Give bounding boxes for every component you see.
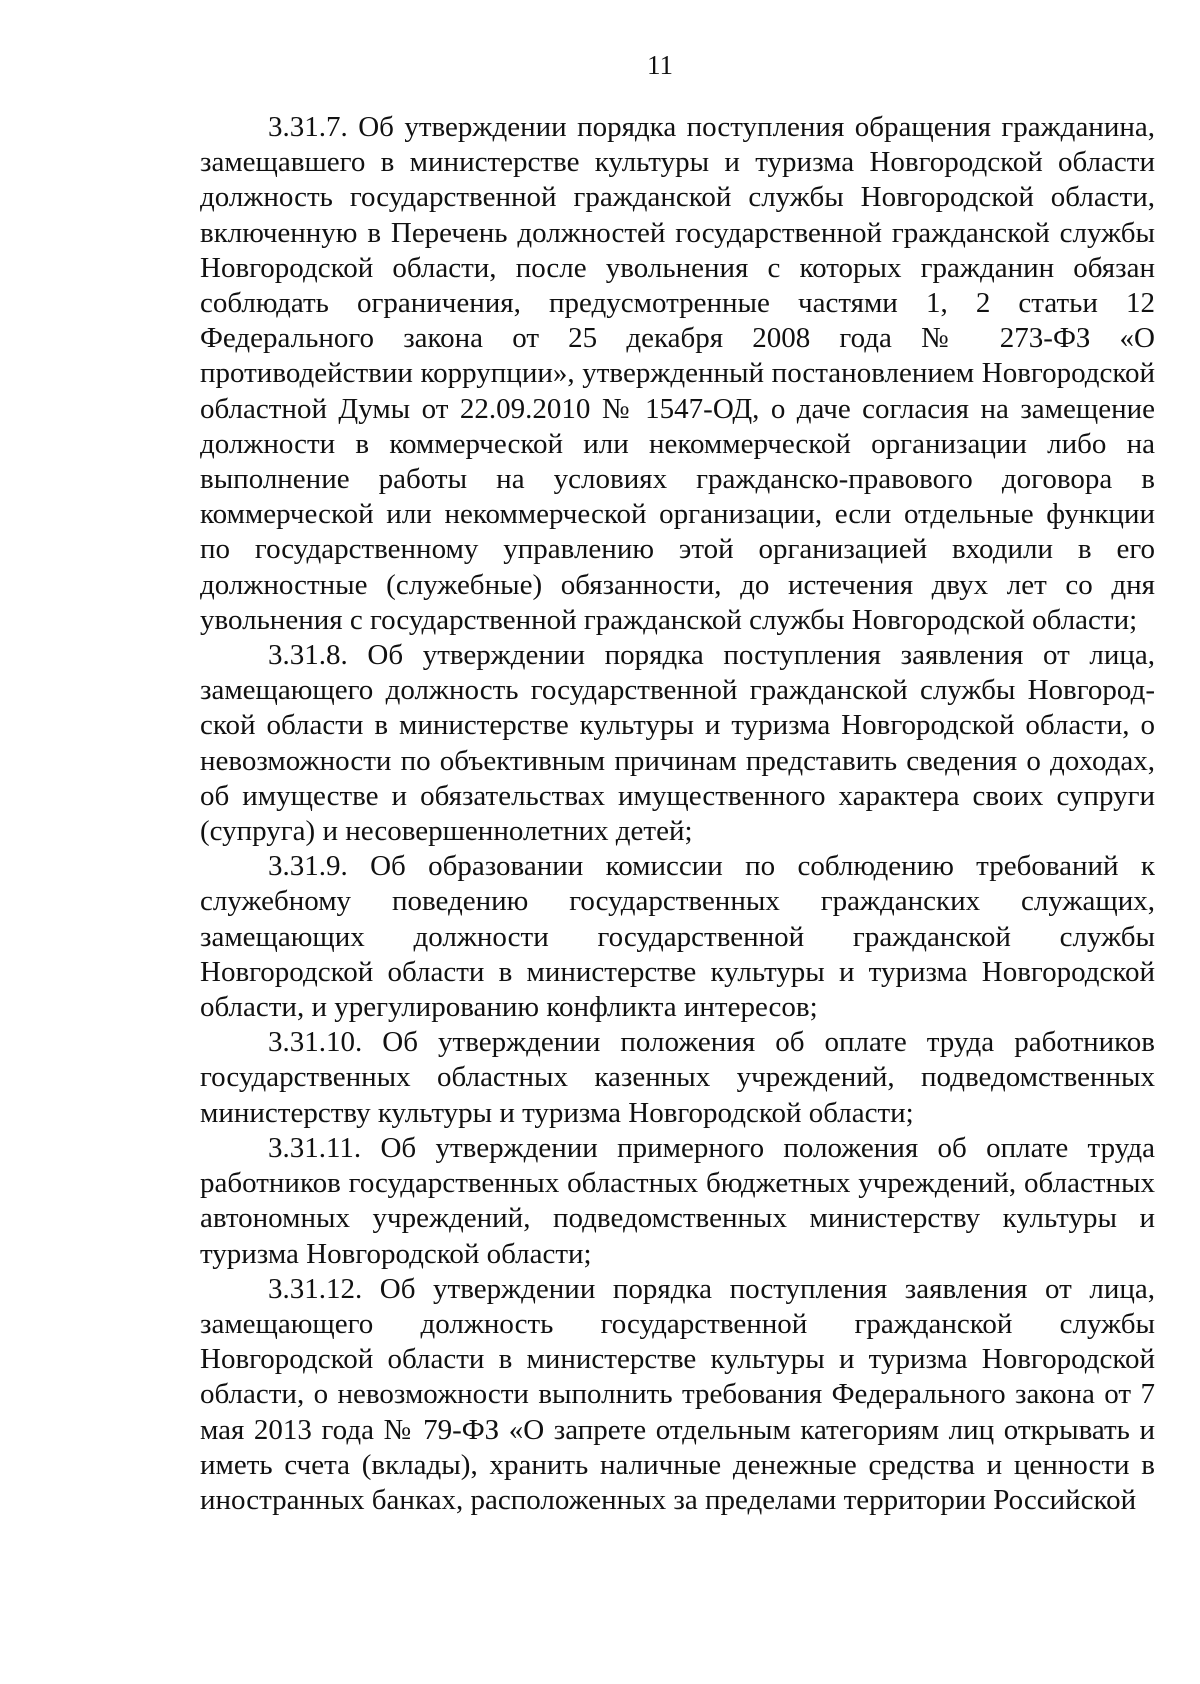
paragraph-3-31-10: 3.31.10. Об утверждении положения об оплате труда работников государственных областных казенных учреждений, подведомственных министерству культуры и туризма Новгородской области; [200, 1026, 1155, 1129]
paragraph-3-31-12: 3.31.12. Об утверждении порядка поступления заявления от лица, замещающего должность государственной гражданской службы Новгородской области в министерстве культуры и туризма Новгородской области, о невозможности выполнить требования Федерального закона от 7 мая 2013 года № 79-ФЗ «О запрете отдельным категориям лиц открывать и иметь счета (вклады), хранить наличные денежные средства и ценности в иностранных банках, расположенных за пределами территории Российской [200, 1272, 1155, 1516]
paragraph-3-31-9: 3.31.9. Об образовании комиссии по соблюдению требований к служебному поведению государственных гражданских служащих, замещающих должности государственной гражданской службы Новгородской области в министерстве культуры и туризма Новгородской области, и урегулированию конфликта интересов; [200, 850, 1155, 1024]
paragraph-3-31-7: 3.31.7. Об утверждении порядка поступления обращения гражданина, замещавшего в министерстве культуры и туризма Новгородской области должность государственной гражданской службы Новгородской области, включенную в Перечень должностей государственной гражданской службы Новгородской области, после увольнения с которых гражданин обязан соблюдать ограничения, предусмотренные частями 1, 2 статьи 12 Федерального закона от 25 декабря 2008 года № 273-ФЗ «О противодействии коррупции», утвержденный постановлением Новгородской областной Думы от 22.09.2010 № 1547-ОД, о даче согласия на замещение должности в коммерческой или некоммерческой организации либо на выполнение работы на условиях гражданско-правового договора в коммерческой или некоммерческой организации, если отдельные функции по государственному управлению этой организацией входили в его должностные (служебные) обязанности, до истечения двух лет со дня увольнения с государственной гражданской службы Новгородской области; [200, 111, 1155, 636]
document-body [200, 110, 1155, 1518]
paragraph-3-31-8: 3.31.8. Об утверждении порядка поступления заявления от лица, замещающего должность государственной гражданской службы Новгородской области в министерстве культуры и туризма Новгородской области, о невозможности по объективным причинам представить сведения о доходах, об имуществе и обязательствах имущественного характера своих супруги (супруга) и несовершеннолетних детей; [200, 639, 1155, 848]
page-number: 11 [647, 50, 673, 80]
paragraph-3-31-11: 3.31.11. Об утверждении примерного положения об оплате труда работников государственных областных бюджетных учреждений, областных автономных учреждений, подведомственных министерству культуры и туризма Новгородской области; [200, 1131, 1155, 1270]
